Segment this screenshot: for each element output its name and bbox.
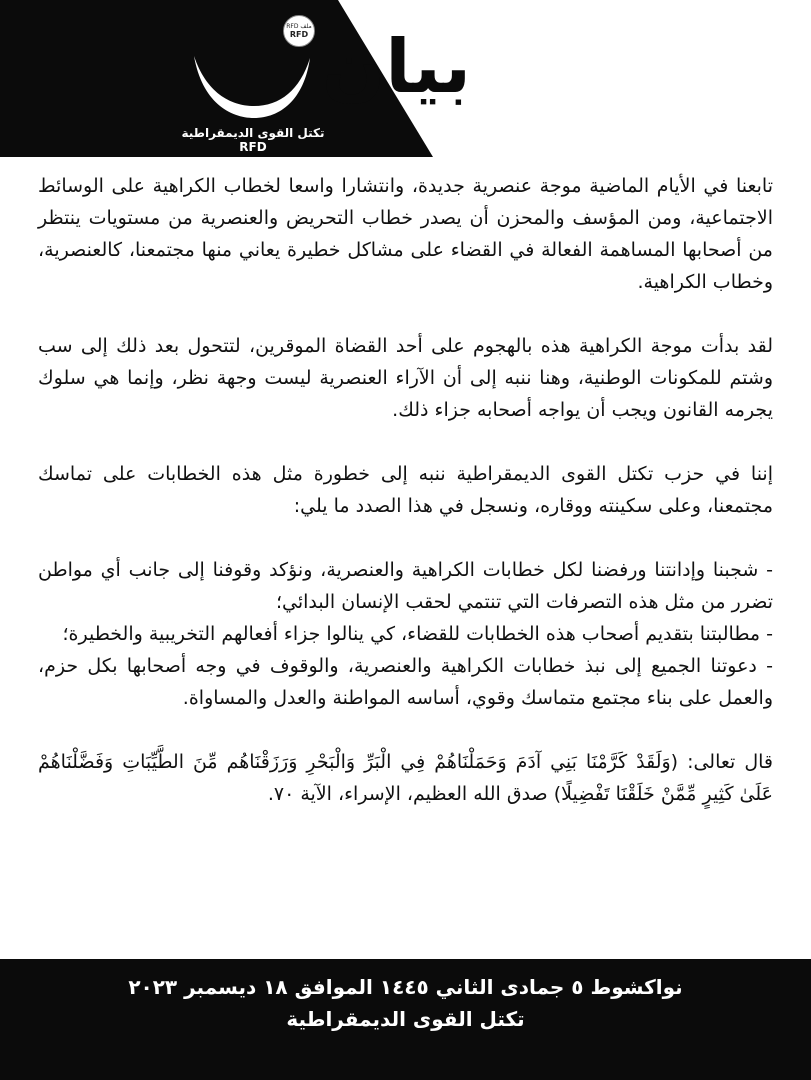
footer-banner: [0, 959, 811, 1080]
seal-text-top: RFD ملف: [286, 23, 312, 30]
crescent-logo-icon: [190, 50, 315, 122]
footer-date: نواكشوط ٥ جمادى الثاني ١٤٤٥ الموافق ١٨ ديسمبر ٢٠٢٣: [128, 975, 683, 999]
party-name: تكتل القوى الديمقراطية RFD: [181, 126, 325, 154]
points-list: [38, 554, 773, 714]
point-item-3: - دعوتنا الجميع إلى نبذ خطابات الكراهية والعنصرية، والوقوف في وجه أصحابها بكل حزم، والعمل على بناء مجتمع متماسك وقوي، أساسه المواطنة والعدل والمساواة.: [38, 655, 773, 709]
footer-signature: تكتل القوى الديمقراطية: [286, 1007, 525, 1031]
statement-body: [38, 170, 773, 810]
paragraph-2: لقد بدأت موجة الكراهية هذه بالهجوم على أحد القضاة الموقرين، لتتحول بعد ذلك إلى سب وشتم للمكونات الوطنية، وهنا ننبه إلى أن الآراء العنصرية ليست وجهة نظر، وإنما هي سلوك يجرمه القانون ويجب أن يواجه أصحابه جزاء ذلك.: [38, 335, 773, 421]
seal-text-bottom: RFD: [289, 30, 309, 39]
party-seal-logo: [283, 15, 315, 47]
point-item-1: - شجبنا وإدانتنا ورفضنا لكل خطابات الكراهية والعنصرية، ونؤكد وقوفنا إلى جانب أي مواطن تضرر من مثل هذه التصرفات التي تنتمي لحقب الإنسان البدائي؛: [38, 559, 773, 613]
page-title: بيان: [322, 24, 471, 110]
point-item-2: - مطالبتنا بتقديم أصحاب هذه الخطابات للقضاء، كي ينالوا جزاء أفعالهم التخريبية والخطيرة؛: [62, 623, 773, 645]
paragraph-1: تابعنا في الأيام الماضية موجة عنصرية جديدة، وانتشارا واسعا لخطاب الكراهية على الوسائط الاجتماعية، ومن المؤسف والمحزن أن يصدر خطاب التحريض والعنصرية من مستويات ينتظر من أصحابها المساهمة الفعالة في القضاء على مشاكل خطيرة يعاني منها مجتمعنا، كالعنصرية، وخطاب الكراهية.: [38, 175, 773, 293]
quran-quote: قال تعالى: (وَلَقَدْ كَرَّمْنَا بَنِي آدَمَ وَحَمَلْنَاهُمْ فِي الْبَرِّ وَالْبَحْرِ وَرَزَقْنَاهُم مِّنَ الطَّيِّبَاتِ وَفَضَّلْنَاهُمْ عَلَىٰ كَثِيرٍ مِّمَّنْ خَلَقْنَا تَفْضِيلًا) صدق الله العظيم، الإسراء، الآية ٧٠.: [38, 751, 773, 805]
header-banner: [0, 0, 811, 157]
paragraph-3: إننا في حزب تكتل القوى الديمقراطية ننبه إلى خطورة مثل هذه الخطابات على تماسك مجتمعنا، وعلى سكينته ووقاره، ونسجل في هذا الصدد ما يلي:: [38, 463, 773, 517]
